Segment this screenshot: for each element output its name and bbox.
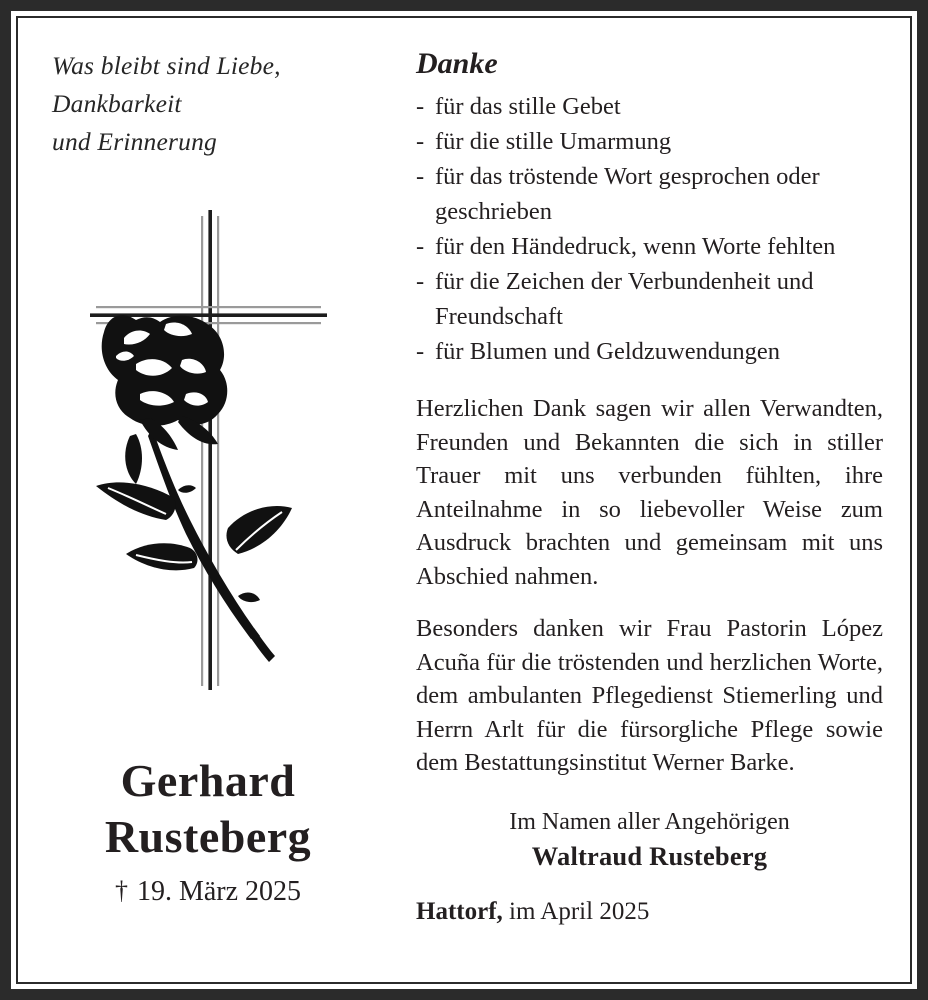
place-date-line: [416, 896, 883, 928]
dagger-icon: †: [114, 876, 128, 905]
list-item: - für das tröstende Wort gesprochen oder geschrieben: [416, 159, 883, 229]
death-date: 19. März 2025: [136, 876, 302, 907]
deceased-last-name: Rusteberg: [104, 811, 312, 862]
death-date-line: [18, 874, 398, 909]
list-item: - für den Händedruck, wenn Worte fehlten: [416, 229, 883, 264]
publication-date: im April 2025: [509, 897, 650, 925]
notice-columns: [18, 18, 910, 982]
right-column: [403, 44, 883, 928]
list-item: - für das stille Gebet: [416, 89, 883, 124]
thanks-list: [416, 89, 883, 369]
list-item: - für Blumen und Geldzuwendungen: [416, 334, 883, 369]
closing-intro: Im Namen aller Angehörigen: [509, 808, 790, 835]
list-item: - für die stille Umarmung: [416, 124, 883, 159]
left-column: [18, 18, 398, 982]
place-name: Hattorf,: [416, 897, 503, 925]
notice-gutter: [11, 11, 917, 989]
verse-line-3: und Erinnerung: [52, 127, 218, 156]
cross-icon: [90, 210, 327, 690]
notice-card: [16, 16, 912, 984]
deceased-name: [18, 753, 398, 865]
deceased-first-name: Gerhard: [120, 755, 296, 806]
list-item: - für die Zeichen der Verbundenheit und Freundschaft: [416, 264, 883, 334]
verse-line-2: Dankbarkeit: [52, 89, 182, 118]
memorial-verse: [52, 47, 382, 161]
thanks-paragraph-2: Besonders danken wir Frau Pastorin López Acuña für die tröstenden und herzlichen Worte, dem ambulanten Pflegedienst Stiemerling und Herrn Arlt für die fürsorgliche Pflege sowie dem Bestattungsinstitut Werner Barke.: [416, 615, 883, 776]
verse-line-1: Was bleibt sind Liebe,: [52, 51, 281, 80]
closing-name: Waltraud Rusteberg: [531, 840, 768, 871]
rose-and-cross-emblem: [78, 198, 338, 698]
rose-icon: [96, 315, 292, 662]
closing-block: [416, 806, 883, 874]
danke-heading: Danke: [416, 47, 498, 80]
thanks-paragraph-1: Herzlichen Dank sagen wir allen Verwandten, Freunden und Bekannten die sich in stiller Trauer mit uns verbunden fühlten, ihre Anteilnahme in so liebevoller Weise zum Ausdruck brachten und gemeinsam mit uns Abschied nahmen.: [416, 395, 883, 590]
deceased-block: [18, 753, 398, 909]
